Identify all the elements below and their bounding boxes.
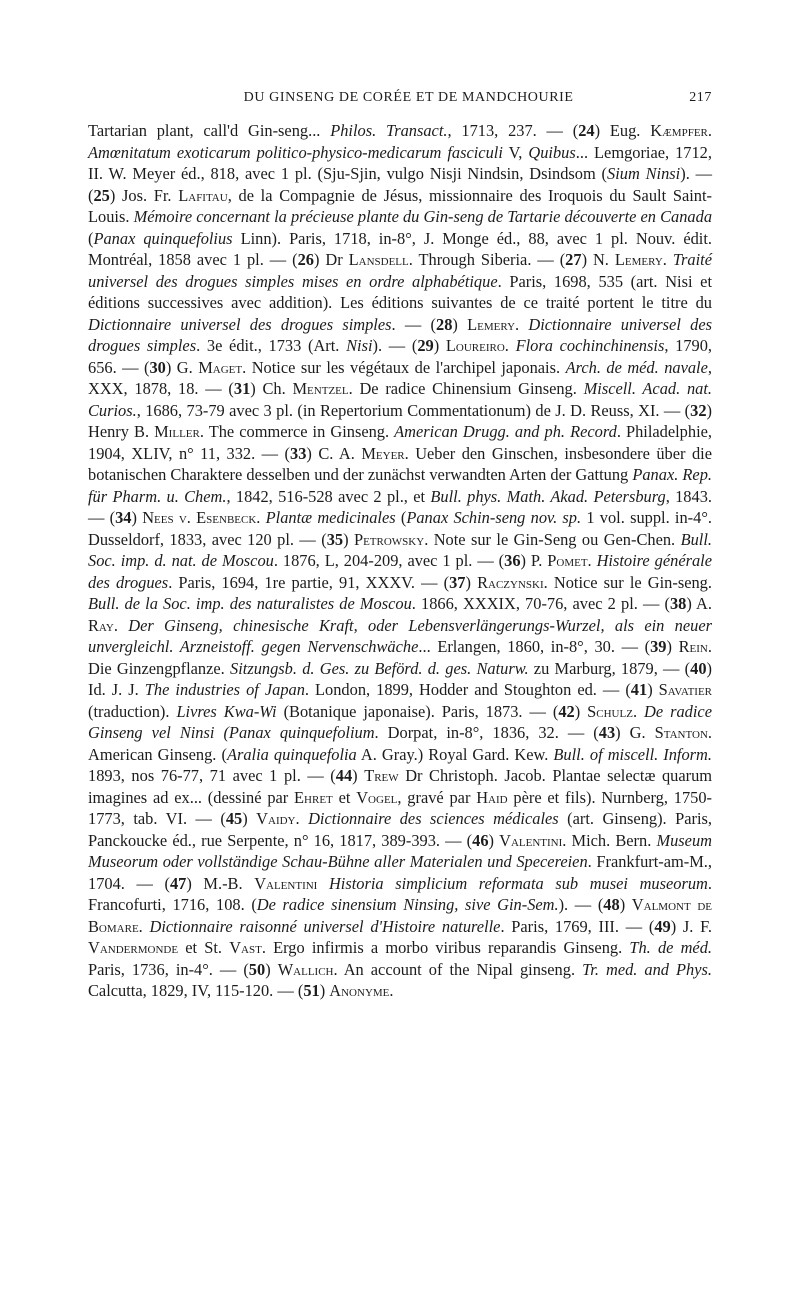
italic-title: Quibus: [528, 142, 576, 162]
text-run: ) Henry B.: [88, 400, 712, 441]
text-run: .: [515, 314, 529, 334]
text-run: . Notice sur les végétaux de l'archipel japonais.: [242, 357, 566, 377]
text-run: . Mich. Bern.: [562, 830, 657, 850]
author-name: Ehret: [294, 787, 333, 807]
text-run: ): [619, 895, 632, 914]
text-run: . Ergo infirmis a morbo viribus reparandis Ginseng.: [261, 938, 630, 957]
text-run: ) J. F.: [670, 916, 713, 936]
text-run: . 3e édit., 1733 (Art.: [196, 336, 347, 355]
text-run: , gravé par: [397, 787, 477, 807]
author-name: Vaidy: [256, 809, 296, 828]
text-run: père et fils). Nurnberg, 1750-1773, tab. VI. — (: [88, 787, 712, 828]
italic-title: De radice Ginseng vel Ninsi (Panax quinquefolium: [88, 701, 712, 742]
text-run: (Botanique japonaise). Paris, 1873. — (: [276, 701, 559, 721]
reference-number: 45: [225, 809, 243, 828]
text-run: . — (: [391, 314, 436, 334]
author-name: Anonyme: [329, 981, 390, 1000]
text-run: (traduction).: [88, 701, 177, 721]
author-name: Kæmpfer: [650, 121, 708, 140]
text-run: ) Dr: [313, 250, 349, 269]
author-name: Schulz: [587, 701, 633, 721]
italic-title: Der Ginseng, chinesische Kraft, oder Lebensverlängerungs-Wurzel, als ein neuer unvergleichl. Arzneistoff. gegen Nervenschwäche: [88, 615, 712, 656]
text-run: ) Id. J. J.: [88, 658, 712, 699]
page-number: 217: [689, 90, 712, 105]
author-name: Vast: [229, 938, 262, 957]
author-name: Mentzel: [292, 379, 349, 398]
author-name: Loureiro: [445, 336, 505, 355]
text-run: ... Lemgoriae, 1712, II. W. Meyer éd., 818, avec 1 pl. (Sju-Sjin, vulgo Nisji Nindsin, Dsindsom (: [88, 142, 712, 183]
reference-number: 44: [335, 766, 353, 785]
author-name: Haid: [476, 787, 508, 807]
italic-title: Traité universel des drogues simples mises en ordre alphabétique: [88, 250, 712, 291]
text-run: ) Ch.: [250, 379, 293, 398]
reference-number: 36: [504, 551, 521, 570]
text-run: Tartarian plant, call'd Gin-seng...: [88, 121, 331, 140]
text-run: ): [452, 314, 468, 334]
text-run: ) M.-B.: [186, 873, 255, 893]
text-run: , 1842, 516-528 avec 2 pl., et: [226, 486, 431, 506]
text-run: ). — (: [558, 895, 604, 914]
reference-number: 47: [169, 873, 187, 893]
text-run: . Notice sur le Gin-seng.: [543, 572, 712, 592]
text-run: ): [242, 809, 257, 828]
text-run: ): [488, 830, 500, 850]
text-run: ) N.: [581, 250, 615, 269]
italic-title: Panax. Rep. für Pharm. u. Chem.: [88, 465, 712, 506]
italic-title: Nisi: [346, 336, 373, 355]
bibliography-text: [88, 120, 712, 1002]
italic-title: The industries of Japan: [144, 680, 305, 699]
text-run: ): [319, 981, 330, 1000]
italic-title: Panax Schin-seng nov. sp.: [406, 508, 582, 527]
text-run: Calcutta, 1829, IV, 115-120. — (: [88, 981, 304, 1000]
text-run: Dr Christoph. Jacob. Plantae selectæ quarum imagines ad ex... (dessiné par: [88, 766, 713, 807]
text-run: (: [395, 508, 407, 527]
author-name: Meyer: [361, 443, 405, 463]
author-name: Ray: [88, 615, 114, 635]
text-run: ). —(: [88, 164, 712, 205]
text-run: . Paris, 1694, 1re partie, 91, XXXV. — (: [168, 572, 450, 592]
italic-title: Museum Museorum oder vollständige Schau-Bühne aller Materialen und Specereien: [88, 830, 712, 871]
text-run: .: [138, 916, 150, 936]
reference-number: 51: [303, 981, 320, 1000]
text-run: ... Erlangen, 1860, in-8°, 30. — (: [418, 637, 651, 656]
reference-number: 38: [669, 594, 687, 613]
reference-number: 40: [690, 658, 707, 678]
bibliography-paragraph: [88, 120, 712, 1002]
italic-title: Dictionnaire universel des drogues simples: [88, 314, 392, 334]
text-run: ) G.: [165, 357, 199, 377]
text-run: , 1790, 656. — (: [88, 336, 713, 377]
text-run: (: [88, 228, 94, 248]
text-run: zu Marburg, 1879, — (: [528, 658, 691, 678]
text-run: . Through Siberia. — (: [408, 250, 566, 269]
reference-number: 42: [558, 701, 575, 721]
reference-number: 29: [417, 336, 434, 355]
text-run: V,: [502, 142, 529, 162]
author-name: Pomet: [547, 551, 588, 570]
text-run: . American Ginseng. (: [88, 723, 713, 764]
italic-title: Panax quinquefolius: [93, 228, 233, 248]
reference-number: 50: [248, 959, 266, 979]
text-run: 1 vol. suppl. in-4°. Dusseldorf, 1833, avec 120 pl. — (: [88, 508, 712, 549]
running-header: [88, 90, 712, 112]
text-run: . Dorpat, in-8°, 1836, 32. — (: [374, 723, 599, 742]
text-run: 1893, nos 76-77, 71 avec 1 pl. — (: [88, 766, 336, 785]
author-name: Stanton: [654, 723, 708, 742]
author-name: Raczynski: [477, 572, 544, 592]
italic-title: Dictionnaire universel des drogues simples: [88, 314, 712, 355]
reference-number: 43: [598, 723, 616, 742]
reference-number: 26: [297, 250, 314, 269]
text-run: . Paris, 1698, 535 (art. Nisi et éditions successives avec addition). Les éditions suivantes de ce traité portent le titre du: [88, 271, 712, 312]
text-run: .: [295, 809, 309, 828]
italic-title: Historia simplicium reformata sub musei museorum: [328, 873, 708, 893]
text-run: ) A.: [686, 594, 712, 613]
text-run: ): [647, 680, 659, 699]
author-name: Lafitau: [178, 185, 228, 205]
text-run: . Note sur le Gin-Seng ou Gen-Chen.: [424, 529, 681, 549]
text-run: ) G.: [615, 723, 655, 742]
author-name: Wallich: [277, 959, 334, 979]
reference-number: 28: [436, 314, 453, 334]
italic-title: Aralia quinquefolia: [226, 744, 357, 764]
running-title: DU GINSENG DE CORÉE ET DE MANDCHOURIE: [243, 90, 574, 105]
text-run: ) Eug.: [594, 121, 651, 140]
text-run: . 1876, L, 204-209, avec 1 pl. — (: [273, 551, 505, 570]
author-name: Miller: [154, 422, 200, 441]
italic-title: Sium Ninsi: [607, 164, 681, 183]
italic-title: Histoire générale des drogues: [88, 551, 712, 592]
italic-title: Bull. Soc. imp. d. nat. de Moscou: [88, 529, 712, 570]
italic-title: American Drugg. and ph. Record: [394, 422, 617, 441]
italic-title: Amœnitatum exoticarum politico-physico-medicarum fasciculi: [88, 142, 503, 162]
text-run: ). — (: [372, 336, 418, 355]
text-run: Paris, 1736, in-4°. — (: [88, 959, 249, 979]
text-run: .: [113, 615, 129, 635]
text-run: ): [574, 701, 588, 721]
italic-title: Mémoire concernant la précieuse plante du Gin-seng de Tartarie découverte en Canada: [133, 207, 713, 226]
text-run: (art. Ginseng). Paris, Panckoucke éd., rue Serpente, n° 16, 1817, 389-393. — (: [88, 809, 712, 850]
author-name: Lemery: [614, 250, 663, 269]
text-run: ) Jos. Fr.: [109, 185, 179, 205]
text-run: . 1866, XXXIX, 70-76, avec 2 pl. — (: [411, 594, 670, 613]
text-run: ): [343, 529, 354, 549]
text-run: ): [352, 766, 365, 785]
reference-number: 30: [149, 357, 166, 377]
text-run: ): [131, 508, 143, 527]
italic-title: Bull. phys. Math. Akad. Petersburg: [430, 486, 666, 506]
author-name: Nees v. Esenbeck: [142, 508, 257, 527]
text-run: .: [256, 508, 266, 527]
reference-number: 34: [115, 508, 132, 527]
reference-number: 25: [93, 185, 110, 205]
text-run: . An account of the Nipal ginseng.: [333, 959, 583, 979]
text-run: , 1713, 237. — (: [447, 121, 579, 140]
reference-number: 48: [603, 895, 620, 914]
italic-title: Bull. of miscell. Inform.: [553, 744, 712, 764]
text-run: . De radice Chinensium Ginseng.: [348, 379, 584, 398]
author-name: Valmont de Bomare: [88, 895, 712, 936]
text-run: ): [465, 572, 478, 592]
italic-title: Arch. de méd. navale: [565, 357, 708, 377]
text-run: . The commerce in Ginseng.: [199, 422, 395, 441]
reference-number: 31: [233, 379, 251, 398]
author-name: Savatier: [658, 680, 713, 699]
reference-number: 46: [472, 830, 489, 850]
text-run: . Frankfurt-am-M., 1704. — (: [88, 852, 712, 893]
italic-title: Flora cochinchinensis: [515, 336, 665, 355]
reference-number: 35: [326, 529, 344, 549]
italic-title: Tr. med. and Phys.: [582, 959, 712, 979]
reference-number: 37: [449, 572, 466, 592]
text-run: . Die Ginzengpflanze.: [88, 637, 712, 678]
italic-title: Plantæ medicinales: [265, 508, 396, 527]
text-run: , 1686, 73-79 avec 3 pl. (in Repertorium Commentationum) de J. D. Reuss, XI. — (: [136, 400, 691, 420]
text-run: . London, 1899, Hodder and Stoughton ed. — (: [304, 680, 631, 699]
author-name: Vogel: [356, 787, 398, 807]
text-run: ): [433, 336, 446, 355]
text-run: et St.: [178, 938, 230, 957]
italic-title: Dictionnaire raisonné universel d'Histoire naturelle: [149, 916, 501, 936]
author-name: Valentini: [254, 873, 318, 893]
text-run: ): [666, 637, 679, 656]
text-run: .: [587, 551, 597, 570]
italic-title: Miscell. Acad. nat. Curios.: [88, 379, 712, 420]
text-run: .: [504, 336, 516, 355]
text-run: . Philadelphie, 1904, XLIV, n° 11, 332. — (: [88, 422, 713, 463]
italic-title: Th. de méd.: [629, 938, 712, 957]
author-name: Trew: [364, 766, 399, 785]
reference-number: 24: [578, 121, 595, 140]
reference-number: 39: [650, 637, 667, 656]
text-run: Linn). Paris, 1718, in-8°, J. Monge éd., 88, avec 1 pl. Nouv. édit. Montréal, 1858 avec 1 pl. — (: [88, 228, 712, 269]
text-run: et: [332, 787, 357, 807]
author-name: Petrowsky: [353, 529, 425, 549]
reference-number: 27: [565, 250, 582, 269]
author-name: Valentini: [499, 830, 563, 850]
italic-title: Livres Kwa-Wi: [176, 701, 277, 721]
author-name: Vandermonde: [88, 938, 179, 957]
italic-title: Sitzungsb. d. Ges. zu Beförd. d. ges. Naturw.: [230, 658, 529, 678]
text-run: A. Gray.) Royal Gard. Kew.: [356, 744, 554, 764]
text-run: [317, 874, 329, 893]
text-run: . Francofurti, 1716, 108. (: [88, 873, 712, 914]
author-name: Lansdell: [348, 250, 409, 269]
text-run: ): [265, 959, 278, 979]
reference-number: 41: [630, 680, 648, 699]
author-name: Lemery: [467, 314, 516, 334]
reference-number: 33: [290, 443, 307, 463]
text-run: .: [632, 701, 645, 721]
author-name: Rein: [678, 637, 708, 656]
text-run: , de la Compagnie de Jésus, missionnaire des Iroquois du Sault Saint-Louis.: [88, 185, 712, 226]
italic-title: Philos. Transact.: [330, 121, 448, 140]
reference-number: 32: [690, 400, 707, 420]
author-name: Maget: [198, 357, 243, 377]
text-run: ) P.: [520, 551, 548, 570]
text-run: , 1843. — (: [88, 486, 712, 527]
italic-title: Dictionnaire des sciences médicales: [308, 809, 559, 828]
text-run: . Paris, 1769, III. — (: [500, 916, 655, 936]
text-run: .: [662, 250, 673, 269]
text-run: ) C. A.: [306, 443, 362, 463]
reference-number: 49: [654, 916, 671, 936]
text-run: , XXX, 1878, 18. — (: [88, 357, 712, 398]
text-run: .: [389, 981, 394, 1000]
text-run: . Ueber den Ginschen, insbesondere über die botanischen Charaktere desselben und der zunächst verwandten Arten der Gattung: [88, 443, 712, 484]
text-run: .: [707, 121, 712, 140]
page: [88, 90, 712, 1002]
italic-title: Bull. de la Soc. imp. des naturalistes de Moscou: [88, 594, 412, 613]
italic-title: De radice sinensium Ninsing, sive Gin-Sem.: [256, 895, 559, 914]
